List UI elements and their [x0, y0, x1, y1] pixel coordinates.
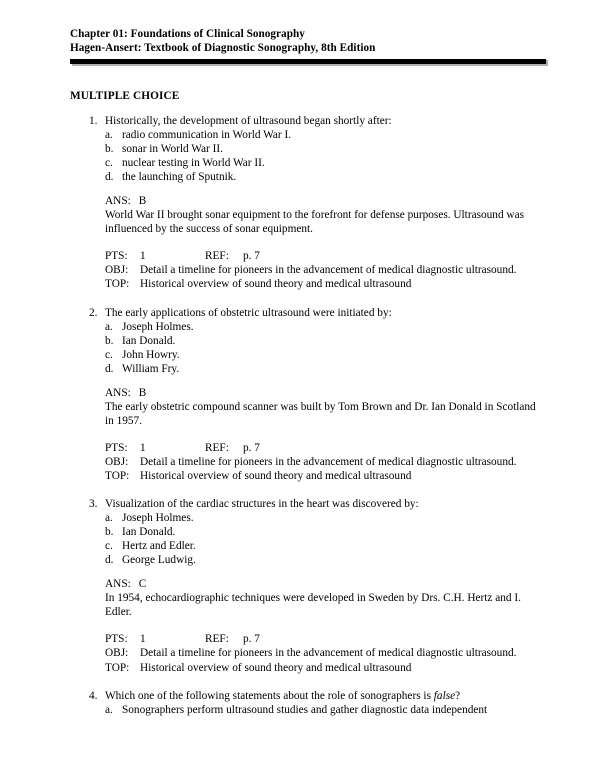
top-value-2: Historical overview of sound theory and medical ultrasound	[140, 469, 412, 482]
metadata-row-obj-2	[105, 455, 600, 469]
rationale-text-3: In 1954, echocardiographic techniques were developed in Sweden by Drs. C.H. Hertz and I. Edler.	[105, 592, 521, 619]
question-text-4-post: ?	[455, 689, 461, 702]
option-row-1-a[interactable]	[0, 128, 600, 142]
question-text-2: The early applications of obstetric ultrasound were initiated by:	[105, 306, 392, 319]
question-block-1	[0, 114, 600, 292]
header-divider-rule	[70, 59, 548, 67]
option-row-4-a[interactable]	[0, 703, 600, 717]
option-text-1-c: nuclear testing in World War II.	[122, 157, 265, 170]
answer-line-2	[105, 386, 592, 400]
question-stem-row-4	[0, 689, 600, 703]
option-text-3-b: Ian Donald.	[122, 526, 176, 539]
answer-block-1	[0, 194, 600, 236]
rationale-text-2: The early obstetric compound scanner was built by Tom Brown and Dr. Ian Donald in Scotland in 1957.	[105, 400, 536, 427]
top-value-1: Historical overview of sound theory and medical ultrasound	[140, 278, 412, 291]
option-letter-2-a: a.	[105, 320, 113, 333]
option-row-2-c[interactable]	[0, 348, 600, 362]
option-letter-1-a: a.	[105, 129, 113, 142]
answer-value-1: B	[138, 195, 147, 208]
question-text-3: Visualization of the cardiac structures in the heart was discovered by:	[105, 498, 419, 511]
question-text-4	[105, 689, 600, 703]
metadata-row-pts-ref-3	[105, 632, 600, 646]
question-number-3: 3.	[89, 498, 98, 511]
spacer	[0, 292, 600, 306]
question-stem-row-2	[0, 306, 600, 320]
option-text-4-a: Sonographers perform ultrasound studies and gather diagnostic data independent	[122, 703, 488, 716]
answer-value-2: B	[138, 386, 147, 399]
answer-block-3	[0, 577, 600, 619]
metadata-row-pts-ref-2	[105, 441, 600, 455]
option-text-1-b: sonar in World War II.	[122, 143, 223, 156]
option-letter-4-a: a.	[105, 703, 113, 716]
spacer	[0, 567, 600, 577]
question-number-1: 1.	[89, 115, 98, 127]
pts-value-2: 1	[140, 441, 146, 454]
top-label-1: TOP:	[105, 278, 130, 291]
question-stem-row-1	[0, 114, 600, 128]
option-row-3-a[interactable]	[0, 511, 600, 525]
option-row-1-b[interactable]	[0, 142, 600, 156]
document-header	[70, 27, 548, 55]
metadata-row-top-3	[105, 661, 600, 675]
option-row-2-a[interactable]	[0, 320, 600, 334]
obj-label-2: OBJ:	[105, 455, 129, 468]
option-text-2-d: William Fry.	[122, 362, 180, 375]
top-value-3: Historical overview of sound theory and medical ultrasound	[140, 661, 412, 674]
obj-value-1: Detail a timeline for pioneers in the advancement of medical diagnostic ultrasound.	[140, 264, 517, 277]
answer-block-2	[0, 386, 600, 428]
rationale-text-1: World War II brought sonar equipment to the forefront for defense purposes. Ultrasound was influenced by the success of sonar equipment.	[105, 209, 524, 236]
spacer	[0, 428, 600, 441]
header-chapter-title: Chapter 01: Foundations of Clinical Sonography	[70, 28, 305, 40]
option-text-1-d: the launching of Sputnik.	[122, 171, 237, 184]
metadata-row-top-2	[105, 469, 600, 483]
answer-label-2: ANS:	[105, 386, 131, 399]
spacer	[0, 675, 600, 689]
pts-value-1: 1	[140, 250, 146, 263]
obj-label-3: OBJ:	[105, 647, 129, 660]
spacer	[0, 184, 600, 194]
metadata-row-pts-ref-1	[105, 249, 600, 263]
option-letter-1-c: c.	[105, 157, 113, 170]
question-stem-row-3	[0, 497, 600, 511]
option-letter-1-d: d.	[105, 171, 114, 184]
option-letter-2-b: b.	[105, 334, 114, 347]
option-text-2-b: Ian Donald.	[122, 334, 176, 347]
metadata-row-top-1	[105, 277, 600, 291]
top-label-2: TOP:	[105, 469, 130, 482]
option-text-3-d: George Ludwig.	[122, 554, 196, 567]
option-text-1-a: radio communication in World War I.	[122, 129, 292, 142]
question-text-4-pre: Which one of the following statements about the role of sonographers is	[105, 689, 434, 702]
question-number-2: 2.	[89, 306, 98, 319]
metadata-row-obj-1	[105, 263, 600, 277]
option-row-1-c[interactable]	[0, 156, 600, 170]
option-text-2-a: Joseph Holmes.	[122, 320, 194, 333]
metadata-block-3	[0, 632, 600, 674]
answer-line-3	[105, 577, 592, 591]
header-book-title: Hagen-Ansert: Textbook of Diagnostic Sonography, 8th Edition	[70, 42, 376, 55]
ref-label-1: REF:	[205, 250, 229, 263]
spacer	[0, 236, 600, 249]
ref-label-2: REF:	[205, 441, 229, 454]
question-list	[0, 114, 600, 717]
top-label-3: TOP:	[105, 661, 130, 674]
question-block-3	[0, 497, 600, 675]
answer-label-3: ANS:	[105, 578, 131, 591]
header-rule-shadow-bottom	[72, 64, 548, 66]
metadata-row-obj-3	[105, 646, 600, 660]
question-number-4: 4.	[89, 689, 98, 702]
pts-label-1: PTS:	[105, 250, 128, 263]
metadata-block-1	[0, 249, 600, 291]
ref-value-2: p. 7	[243, 441, 260, 454]
pts-value-3: 1	[140, 633, 146, 646]
ref-value-3: p. 7	[243, 633, 260, 646]
option-row-1-d[interactable]	[0, 170, 600, 184]
option-text-2-c: John Howry.	[122, 348, 180, 361]
ref-value-1: p. 7	[243, 250, 260, 263]
option-letter-3-d: d.	[105, 554, 114, 567]
option-text-3-c: Hertz and Edler.	[122, 540, 196, 553]
obj-value-2: Detail a timeline for pioneers in the advancement of medical diagnostic ultrasound.	[140, 455, 517, 468]
obj-value-3: Detail a timeline for pioneers in the advancement of medical diagnostic ultrasound.	[140, 647, 517, 660]
spacer	[0, 619, 600, 632]
option-letter-3-b: b.	[105, 526, 114, 539]
metadata-block-2	[0, 441, 600, 483]
spacer	[0, 483, 600, 497]
option-letter-3-c: c.	[105, 540, 113, 553]
option-text-3-a: Joseph Holmes.	[122, 512, 194, 525]
option-letter-2-c: c.	[105, 348, 113, 361]
option-letter-3-a: a.	[105, 512, 113, 525]
option-row-3-d[interactable]	[0, 553, 600, 567]
answer-line-1	[105, 194, 592, 208]
option-row-3-b[interactable]	[0, 525, 600, 539]
pts-label-2: PTS:	[105, 441, 128, 454]
option-letter-2-d: d.	[105, 362, 114, 375]
option-row-2-d[interactable]	[0, 362, 600, 376]
answer-label-1: ANS:	[105, 195, 131, 208]
option-row-3-c[interactable]	[0, 539, 600, 553]
question-text-4-emphasis: false	[433, 689, 456, 702]
section-heading-multiple-choice: MULTIPLE CHOICE	[70, 90, 180, 102]
question-block-2	[0, 306, 600, 484]
spacer	[0, 376, 600, 386]
pts-label-3: PTS:	[105, 633, 128, 646]
question-block-4	[0, 689, 600, 717]
obj-label-1: OBJ:	[105, 264, 129, 277]
answer-value-3: C	[138, 578, 147, 591]
option-letter-1-b: b.	[105, 143, 114, 156]
ref-label-3: REF:	[205, 633, 229, 646]
option-row-2-b[interactable]	[0, 334, 600, 348]
question-text-1: Historically, the development of ultrasound began shortly after:	[105, 115, 392, 127]
